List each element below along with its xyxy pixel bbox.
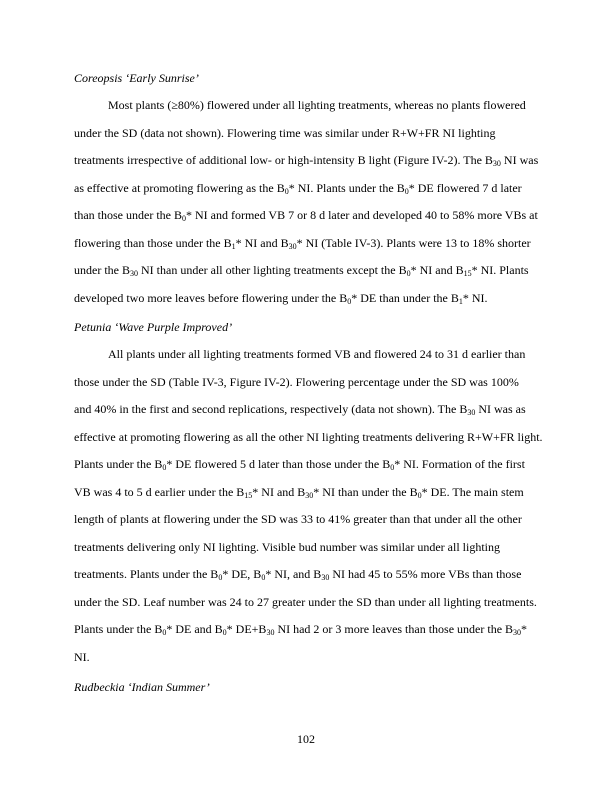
paragraph-petunia [74,341,543,671]
section-heading-coreopsis: Coreopsis ‘Early Sunrise’ [74,71,199,85]
text-line: developed two more leaves before flowering under the $B_0*$ DE than under the $B_1*$ NI. [74,290,488,306]
text-line: than those under the $B_0*$ NI and formed VB 7 or 8 d later and developed 40 to 58% more VBs at [74,208,538,223]
text-line: NI. [74,649,90,664]
text-line: treatments delivering only NI lighting. Visible bud number was similar under all lighting [74,539,500,554]
text-line: and 40% in the first and second replications, respectively (data not shown). The $B_{30}$ NI was as [74,402,526,417]
text-line: under the SD. Leaf number was 24 to 27 greater under the SD than under all lighting treatments. [74,594,537,609]
text-line: VB was 4 to 5 d earlier under the $B_{15}*$ NI and $B_{30}*$ NI than under the $B_0*$ DE. The main stem [74,484,524,500]
page-number: 102 [297,732,315,746]
paragraph-coreopsis [74,92,540,312]
text-line: effective at promoting flowering as all the other NI lighting treatments delivering R+W+FR light. [74,429,543,444]
text-line: under the SD (data not shown). Flowering time was similar under R+W+FR NI lighting [74,125,496,140]
text-line: All plants under all lighting treatments formed VB and flowered 24 to 31 d earlier than [108,347,526,361]
text-line: as effective at promoting flowering as the $B_0*$ NI. Plants under the $B_0*$ DE flowered 7 d later [74,180,522,196]
text-line: Plants under the $B_0*$ DE flowered 5 d later than those under the $B_0*$ NI. Formation of the first [74,457,525,472]
section-heading-petunia: Petunia ‘Wave Purple Improved’ [74,320,233,334]
text-line: Most plants (≥80%) flowered under all lighting treatments, whereas no plants flowered [108,98,526,112]
text-line: treatments. Plants under the $B_0*$ DE, $B_0*$ NI, and $B_{30}$ NI had 45 to 55% more VBs than those [74,567,522,582]
text-line: those under the SD (Table IV-3, Figure IV-2). Flowering percentage under the SD was 100% [74,374,519,389]
section-heading-rudbeckia: Rudbeckia ‘Indian Summer’ [74,680,210,694]
text-line: under the $B_{30}$ NI than under all other lighting treatments except the $B_0*$ NI and $B_{15}*$ NI. Plants [74,263,529,278]
text-line: treatments irrespective of additional low- or high-intensity B light (Figure IV-2). The $B_{30}$ NI was [74,153,539,168]
text-line: length of plants at flowering under the SD was 33 to 41% greater than that under all the other [74,512,522,526]
text-line: Plants under the $B_0*$ DE and $B_0*$ $DE+B_{30}$ NI had 2 or 3 more leaves than those under the $B_{30}*$ [74,622,528,637]
text-line: flowering than those under the $B_1*$ NI and $B_{30}*$ NI (Table IV-3). Plants were 13 to 18% shorter [74,235,531,251]
